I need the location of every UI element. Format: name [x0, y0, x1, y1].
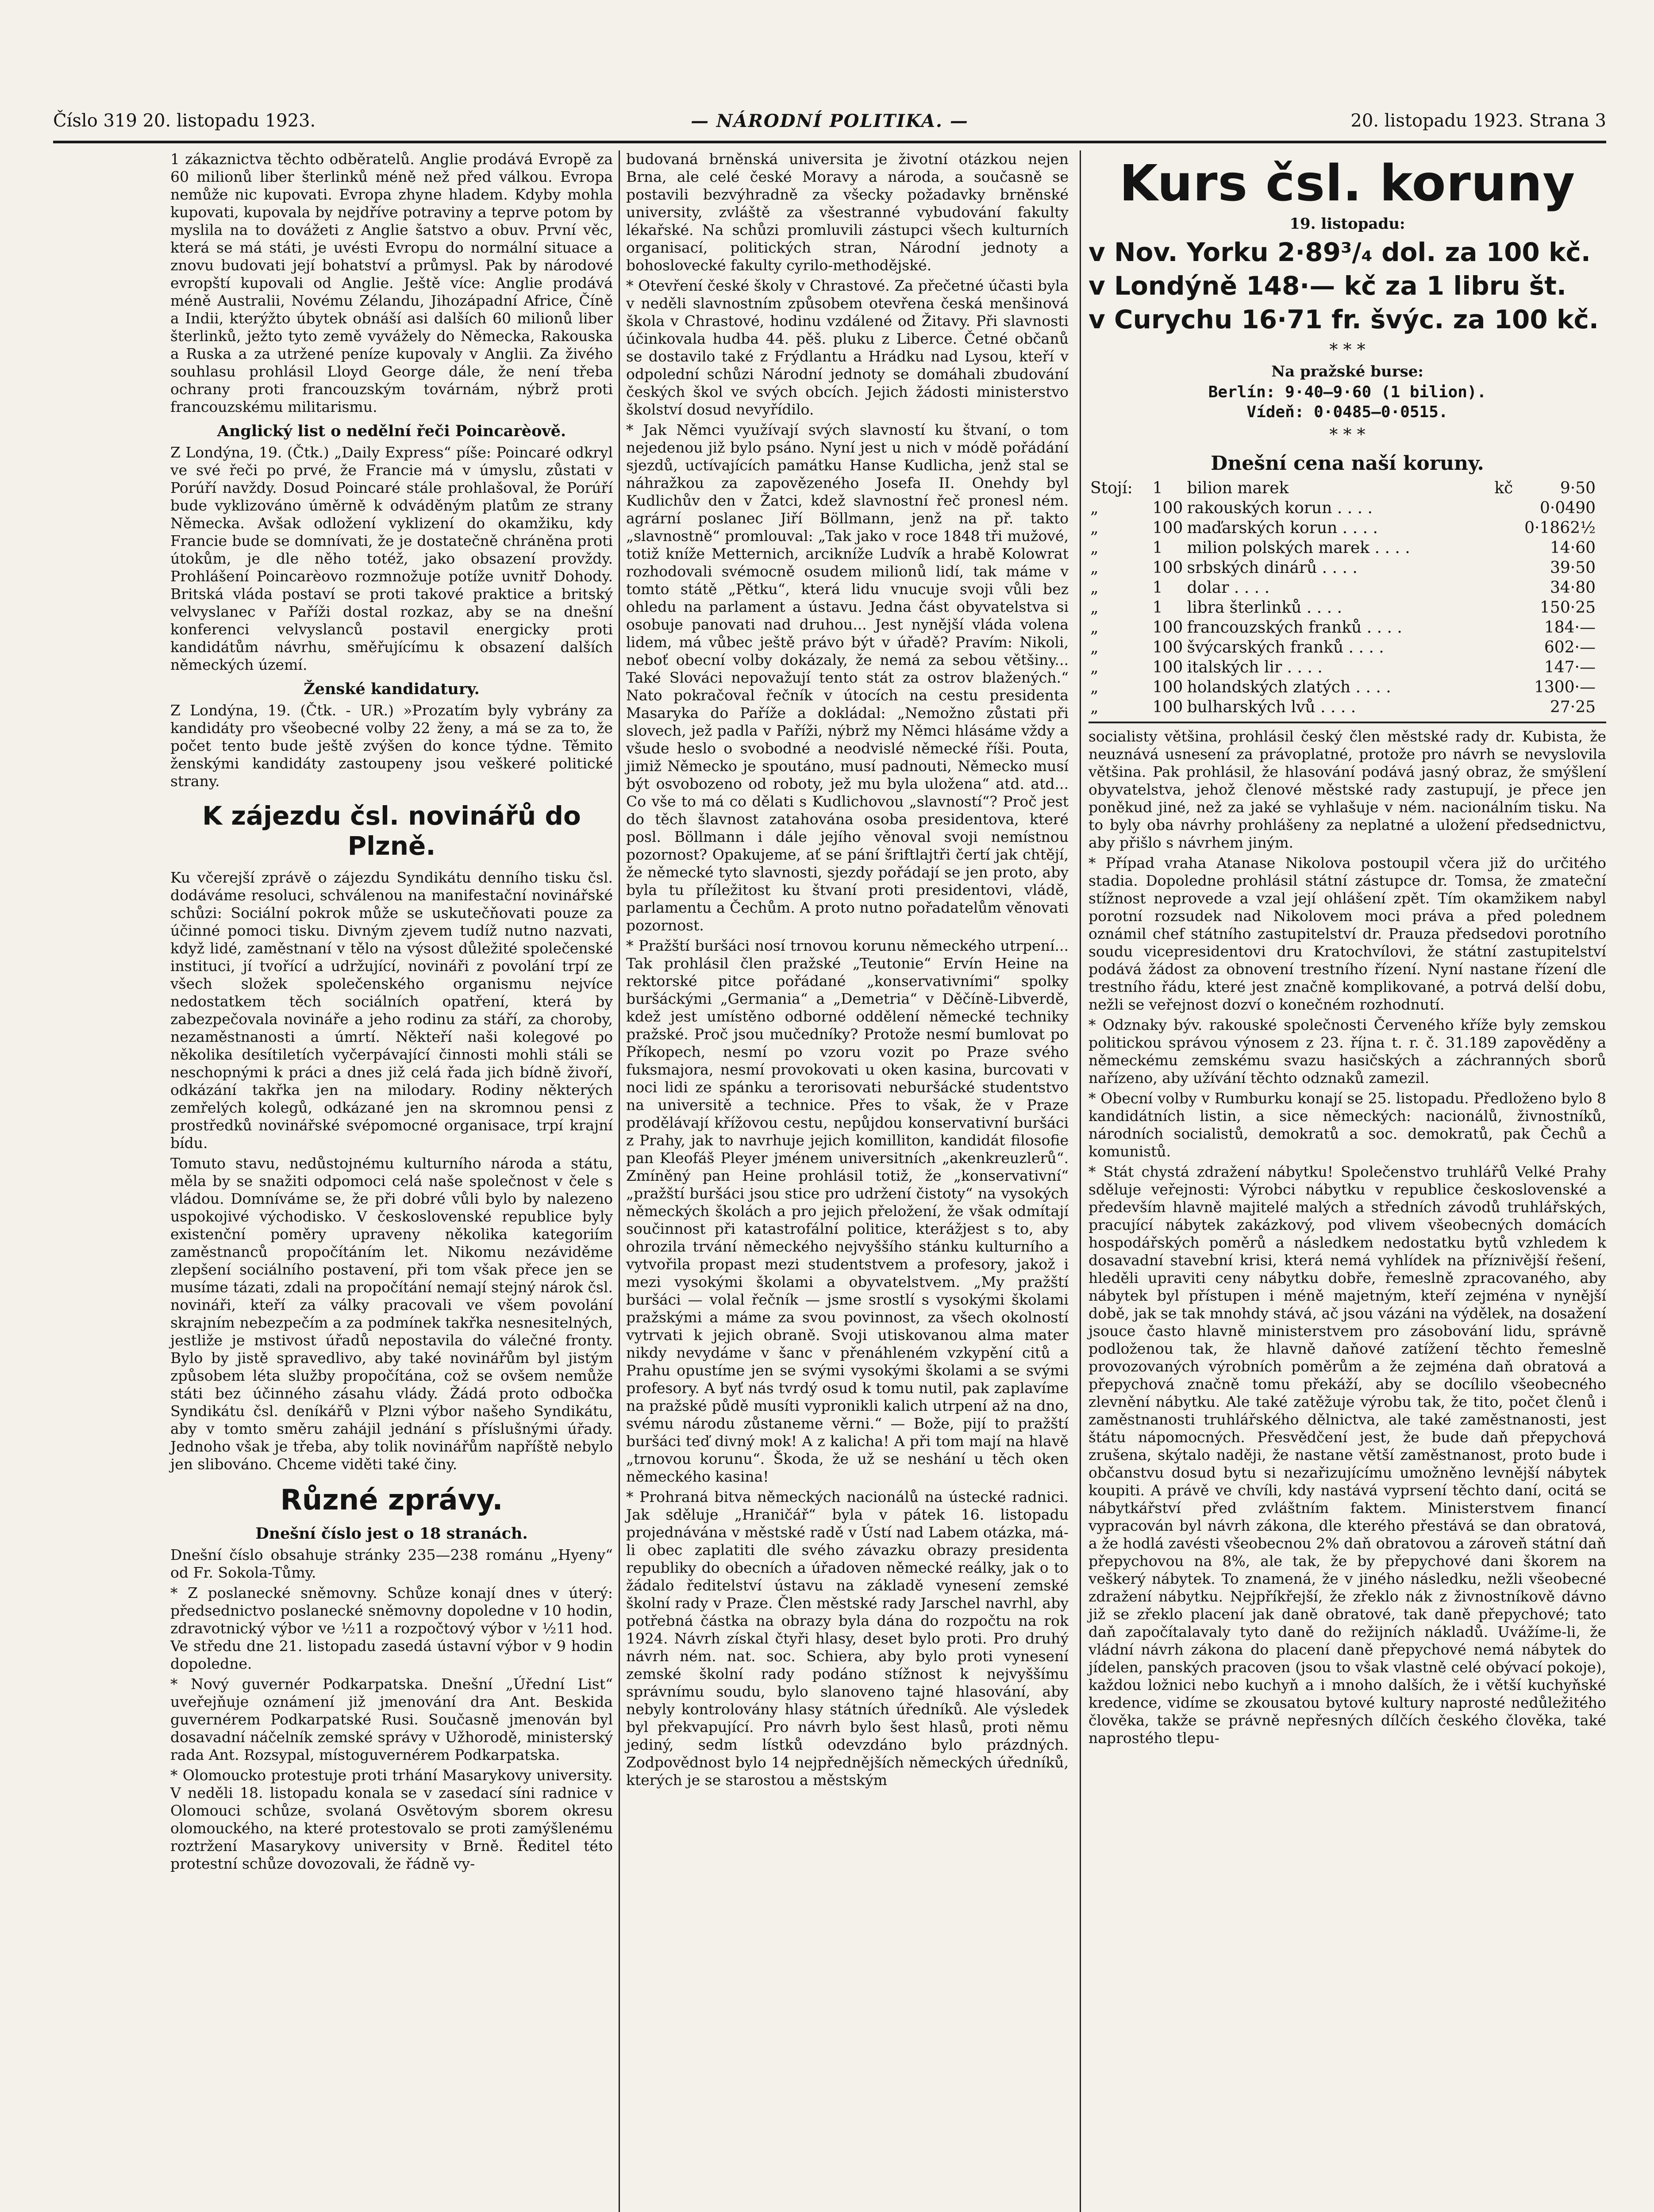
row-prefix: „ — [1090, 579, 1099, 597]
row-prefix: „ — [1090, 638, 1099, 657]
news-item: * Obecní volby v Rumburku konají se 25. listopadu. Předloženo bylo 8 kandidátních listin, a sice německých: nacionálů, živnostníků, národních socialistů, demokratů a soc. demokratů, pak Čechů a komunistů. — [1089, 1090, 1606, 1160]
currency-name: dolar . . . . — [1187, 579, 1270, 597]
row-prefix: „ — [1090, 499, 1099, 517]
currency-row — [1089, 558, 1597, 578]
today-price-heading: Dnešní cena naší koruny. — [1211, 452, 1484, 475]
quantity: 1 — [1152, 539, 1163, 557]
article-paragraph: Ku včerejší zprávě o zájezdu Syndikátu denního tisku čsl. dodáváme resoluci, schválenou na manifestační novinářské schůzi: Sociální pokrok může se uskutečňovati pouze za účinné pomoci tisku. Divným zjevem tudíž nutno nazvati, když lidé, zaměstnaní v tělo na výsost důležité společenské instituci, jí tvořící a udržující, novináři z povolání trpí ze všech složek společenského organismu nejvíce nedostatkem těch sociálních opatření, která by zabezpečovala novináře a jeho rodinu za stáří, za choroby, nezaměstnanosti a úmrtí. Někteří naši kolegové po několika desítiletích vyčerpávající činnosti mohli stáli se neschopnými k práci a dnes již celá řada jich bídně živoří, odkázání takřka jen na milodary. Rodiny některých zemřelých kolegů, odkázané jen na skromnou pensi z prostředků novinářské svépomocné organisace, trpí krajní bídu. — [170, 869, 613, 1152]
column-divider — [1080, 150, 1081, 2212]
price: 1300·— — [1534, 678, 1596, 696]
price: 150·25 — [1540, 599, 1596, 617]
currency-name: bulharských lvů . . . . — [1187, 698, 1356, 716]
article-paragraph: Z Londýna, 19. (Čtk. - UR.) »Prozatím byly vybrány za kandidáty pro všeobecné volby 22 ženy, a má se za to, že počet tento bude ještě zvýšen do konce týdne. Těmito ženskými kandidáty zastoupeny jsou veškeré politické strany. — [170, 702, 613, 790]
unit: kč — [1494, 479, 1513, 497]
quantity: 100 — [1152, 519, 1183, 537]
currency-name: srbských dinárů . . . . — [1187, 559, 1358, 577]
news-item: * Nový guvernér Podkarpatska. Dnešní „Úřední List“ uveřejňuje oznámení již jmenování dra Ant. Beskida guvernérem Podkarpatské Rusi. Současně jmenován byl dosavadní náčelník zemské správy v Užhorodě, ministerský rada Ant. Rozsypal, místoguvernérem Podkarpatska. — [170, 1675, 613, 1763]
article-paragraph: Z Londýna, 19. (Čtk.) „Daily Express“ píše: Poincaré odkryl ve své řeči po prvé, že Francie má v úmyslu, zůstati v Porúří navždy. Dosud Poincaré stále prohlašoval, že Porúří bude vyklizováno úměrně k odváděným platům ze strany Německa. Avšak odložení vyklizení do okamžiku, kdy Francie bude se domnívati, že je dostatečně chráněna proti útokům, je dle něho totéž, jako obsazení provždy. Prohlášení Poincarèovo rozmnožuje potíže uvnitř Dohody. Britská vláda postaví se proti takové praktice a britský velvyslanec v Paříži dostal rozkaz, aby se na dnešní konferenci velvyslanců postavil energicky proti kandidátům návrhu, směřujícímu k obsazení dalších německých území. — [170, 444, 613, 673]
currency-name: milion polských marek . . . . — [1187, 539, 1410, 557]
article-paragraph: socialisty většina, prohlásil český člen městské rady dr. Kubista, že neuznává usnesení za právoplatné, protože pro návrh se nevyslovila většina. Pak prohlásil, že hlasování podává jasný obraz, že smýšlení obyvatelstva, jehož členové městské rady zastupují, je přece jen poněkud jiné, než za jaké se vyhlašuje v ném. nacionálním tisku. Na to byly oba návrhy prohlášeny za neplatné a uložení předsednictvu, aby přišlo s návrhem jiným. — [1089, 728, 1606, 851]
quantity: 100 — [1152, 499, 1183, 517]
column-2 — [626, 150, 1069, 2212]
news-item: * Olomoucko protestuje proti trhání Masarykovy university. V neděli 18. listopadu konala se v zasedací síni radnice v Olomouci schůze, svolaná Osvětovým sborem okresu olomouckého, na které protestovalo se proti zamýšlenému roztržení Masarykovy university v Brně. Ředitel této protestní schůze dovozovali, že řádně vy- — [170, 1767, 613, 1872]
article-paragraph: Dnešní číslo obsahuje stránky 235—238 románu „Hyeny“ od Fr. Sokola-Tůmy. — [170, 1546, 613, 1581]
row-prefix: „ — [1090, 678, 1099, 696]
row-prefix: „ — [1090, 599, 1099, 617]
price: 147·— — [1544, 658, 1596, 676]
article-heading: Dnešní číslo jest o 18 stranách. — [255, 1525, 528, 1543]
unit — [1492, 598, 1523, 618]
rate-berlin: Berlín: 9·40—9·60 (1 bilion). — [1208, 383, 1487, 401]
news-item: * Případ vraha Atanase Nikolova postoupil včera již do určitého stadia. Dopoledne prohlásil státní zástupce dr. Tomsa, že zmateční stížnost neprovede a vzal její ohlášení zpět. Tím okamžikem nabyl porotní rozsudek nad Nikolovem moci práva a před polednem oznámil chef státního zastupitelství dr. Prauza předsedovi porotního soudu vicepresidentovi dru Kratochvílovi, že státní zastupitelství podává žádost za obnovení trestního řízení. Nyní nastane řízení dle trestního řádu, které jest značně komplikované, a potrvá delší dobu, nežli se veřejnost dozví o konečném rozhodnutí. — [1089, 854, 1606, 1013]
article-paragraph: budovaná brněnská universita je životní otázkou nejen Brna, ale celé české Moravy a národa, a současně se postavili bezvýhradně za všecky požadavky brněnské university, zvláště za všestranné vybudování fakulty lékařské. Na schůzi promluvili zástupci všech kulturních organisací, politických stran, Národní jednoty a bohoslovecké fakulty cyrilo-methodějské. — [626, 150, 1069, 274]
unit — [1492, 518, 1523, 538]
quantity: 100 — [1152, 678, 1183, 696]
currency-row — [1089, 478, 1597, 498]
row-prefix: „ — [1090, 698, 1099, 716]
currency-table — [1089, 478, 1597, 717]
exchange-rate-title: Kurs čsl. koruny — [1119, 155, 1576, 212]
row-prefix: „ — [1090, 658, 1099, 676]
row-prefix: „ — [1090, 519, 1099, 537]
article-heading: Anglický list o nedělní řeči Poincarèově. — [217, 422, 566, 440]
currency-row — [1089, 677, 1597, 697]
unit — [1492, 558, 1523, 578]
column-3 — [1089, 150, 1606, 2212]
unit — [1492, 498, 1523, 518]
price: 27·25 — [1550, 698, 1596, 716]
currency-name: rakouských korun . . . . — [1187, 499, 1373, 517]
currency-row — [1089, 578, 1597, 598]
currency-name: bilion marek — [1187, 479, 1289, 497]
price: 39·50 — [1550, 559, 1596, 577]
currency-row — [1089, 518, 1597, 538]
currency-row — [1089, 637, 1597, 657]
rate-london: v Londýně 148·— kč za 1 libru št. — [1089, 271, 1566, 301]
news-item: * Otevření české školy v Chrastové. Za přečetné účasti byla v neděli slavnostním způsobem otevřena česká menšinová škola v Chrastové, hodinu vzdálené od Žitavy. Při slavnosti účinkovala hudba 44. pěš. pluku z Liberce. Četné občanů se dostavilo také z Frýdlantu a Hrádku nad Lysou, kteří v odpolední schůzi Národní jednoty se domáhali zbudování českých škol ve svých obcích. Jejich žádosti ministerstvo školství dosud nevyřídilo. — [626, 277, 1069, 418]
unit — [1492, 637, 1523, 657]
unit — [1492, 538, 1523, 558]
quantity: 1 — [1152, 479, 1163, 497]
news-item: * Jak Němci využívají svých slavností ku štvaní, o tom nejedenou již bylo psáno. Nyní jest u nich v módě pořádání sjezdů, uctívajících památku Hanse Kudlicha, jenž stal se náhražkou za zapovězeného Josefa II. Onehdy byl Kudlichův den v Žatci, kdež slavnostní řeč pronesl ném. agrární poslanec Jiří Böllmann, jenž na př. takto „slavnostně“ promlouval: „Tak jako v roce 1848 tři mužové, totiž kníže Metternich, arcikníže Ludvík a hrabě Kolowrat rozhodovali svémocně osudem milionů lidí, tak máme v tomto státě „Pětku“, která lidu vnucuje svoji vůli bez ohledu na parlament a ústavu. Jedna část obyvatelstva si osobuje panovati nad druhou... Jest nynější vláda volena lidem, má vůbec ještě právo být v úřadě? Pravím: Nikoli, neboť obecní volby dokázaly, že nemá za sebou většiny... Také Slováci nepovažují tento stát za ostrov blažených.“ Nato pokračoval řečník v útocích na cestu presidenta Masaryka do Paříže a dokládal: „Nemožno zůstati při slovech, jež padla v Paříži, nýbrž my Němci hlásáme vždy a všude heslo o svobodné a neodvislé německé říši. Pouta, jimiž Německo je spoutáno, musí padnouti, Německo musí být osvobozeno od roboty, jež mu byla uložena“ atd. atd... Co vše to má co dělati s Kudlichovou „slavností“? Proč jest do těch šlavnost zatahována osoba presidentova, které posl. Böllmann i dále jejího věnoval svoji nemístnou pozornost? Opakujeme, ať se pání šriftlajtři čertí jak chtějí, že německé tyto slavnosti, sjezdy pořádají se jen proto, aby byla tu příležitost ku štvaní proti presidentovi, vládě, parlamentu a Čechům. A proto nutno pořadatelům věnovati pozornost. — [626, 421, 1069, 934]
article-heading: Ženské kandidatury. — [304, 680, 480, 698]
row-prefix: „ — [1090, 559, 1099, 577]
separator-stars: * * * — [1329, 340, 1366, 359]
price: 14·60 — [1550, 539, 1596, 557]
quantity: 100 — [1152, 698, 1183, 716]
date-page-number: 20. listopadu 1923. Strana 3 — [1350, 111, 1606, 131]
rate-vienna: Vídeň: 0·0485—0·0515. — [1246, 403, 1448, 421]
news-item: * Odznaky býv. rakouské společnosti Červeného kříže byly zemskou politickou správou výnosem z 23. října t. r. č. 31.189 zapověděny a německému zemskému svazu hasičských a záchranných sborů nařízeno, aby užívání těchto odznaků zamezil. — [1089, 1016, 1606, 1087]
row-prefix: „ — [1090, 618, 1099, 637]
unit — [1492, 657, 1523, 677]
currency-row — [1089, 538, 1597, 558]
section-heading: Různé zprávy. — [280, 1484, 503, 1517]
currency-row — [1089, 657, 1597, 677]
quantity: 100 — [1152, 638, 1183, 657]
article-paragraph: Tomuto stavu, nedůstojnému kulturního národa a státu, měla by se snažiti odpomoci celá naše společnost v čele s vládou. Domníváme se, že při dobré vůli bylo by nalezeno uspokojivé východisko. V československé republice byly existenční poměry upraveny několika kategoriím zaměstnanců propočítáním let. Nikomu nezáviděme zlepšení sociálního postavení, při tom však přece jen se musíme tázati, zdali na propočítání nemají stejný nárok čsl. novináři, kteří za války pracovali ve všem povolání skrajním nebezpečím a za podmínek takřka nesnesitelných, jestliže je mstivost úřadů nepostavila do válečné fronty. Bylo by jistě spravedlivo, aby také novinářům byl jistým způsobem léta služby propočítána, což se ovšem nemůže státi bez účinného zásahu vlády. Žádá proto odbočka Syndikátu čsl. deníkářů v Plzni výbor našeho Syndikátu, aby v tomto směru zahájil jednání s příslušnými úřady. Jednoho však je třeba, aby tolik novinářům napříště nebylo jen slibováno. Chceme viděti také činy. — [170, 1155, 613, 1473]
currency-name: francouzských franků . . . . — [1187, 618, 1402, 637]
separator-stars: * * * — [1329, 425, 1366, 444]
rate-zurich: v Curychu 16·71 fr. švýc. za 100 kč. — [1089, 304, 1599, 334]
masthead-title: — NÁRODNÍ POLITIKA. — — [691, 111, 969, 131]
news-item: * Pražští buršáci nosí trnovou korunu německého utrpení... Tak prohlásil člen pražské „Teutonie“ Ervín Heine na rektorské pitce pořádané „konservativními“ spolky buršáckými „Germania“ a „Demetria“ v Děčíně-Libverdě, kdež jest umístěno odborné oddělení německé techniky pražské. Proč jsou mučedníky? Protože nesmí bumlovat po Příkopech, nesmí po vzoru vozit po Praze svého fuksmajora, nesmí provokovati u oken kasina, burcovati v noci lidi ze spánku a terorisovati neburšácké studentstvo na universitě a technice. Přes to však, že v Praze prodělávají křížovou cestu, nepůjdou konservativní buršáci z Prahy, jak to navrhuje jejich komilliton, kandidát filosofie pan Kleofáš Pleyer jménem universitních „akenkreuzlerů“. Zmíněný pan Heine prohlásil totiž, že „konservativní“ „pražští buršáci jsou stice pro udržení čistoty“ na vysokých německých školách a pro jejich přeložení, že však odmítají součinnost při katastrofální politice, kterážjest s to, aby ohrozila trvání německého nejvyššího stánku kulturního a vytvořila propast mezi studentstvem a profesory, jakož i mezi vysokými školami a obyvatelstvem. „My pražští buršáci — volal řečník — jsme srostlí s vysokými školami pražskými a máme za svou povinnost, za všech okolností vytrvati k jejich obraně. Svoji utiskovanou alma mater nikdy nevydáme v šanc v přenáhleném vzkypění citů a Prahu opustíme jen se svými vysokými školami a se svými profesory. A byť nás tvrdý osud k tomu nutil, pak zaplavíme na pražské půdě musíti vypronikli kalich utrpení až na dno, svému národu zůstaneme věrni.“ — Bože, pijí to pražští buršáci teď divný mok! A z kalicha! A při tom mají na hlavě „trnovou korunu“. Škoda, že už se neshání u těch oken německého kasina! — [626, 937, 1069, 1485]
rate-new-york: v Nov. Yorku 2·89³/₄ dol. za 100 kč. — [1089, 237, 1591, 267]
news-item: * Prohraná bitva německých nacionálů na ústecké radnici. Jak sděluje „Hraničář“ byla v pátek 16. listopadu projednávána v městské radě v Ústí nad Labem otázka, má-li obec zaplatiti dle svého závazku obrazy presidenta republiky do obecních a úřadoven německé reálky, jak o to žádalo ředitelství ústavu na základě vynesení zemské školní rady v Praze. Člen městské rady Jarschel navrhl, aby potřebná částka na obrazy byla dána do rozpočtu na rok 1924. Návrh získal čtyři hlasy, deset bylo proti. Pro druhý návrh ném. nat. soc. Schiera, aby bylo proti vynesení zemské školní rady podáno stížnost k nejvyššímu správnímu soudu, bylo slanoveno tajné hlasování, aby nebyly kontrolovány hlasy státních úředníků. Ale výsledek byl překvapující. Pro návrh bylo šest hlasů, proti němu jediný, sedm lístků odevzdáno bylo prázdných. Zodpovědnost bylo 14 nejpřednějších německých úředníků, kterých je se starostou a městským — [626, 1488, 1069, 1789]
page-header — [53, 111, 1606, 137]
currency-row — [1089, 598, 1597, 618]
currency-name: italských lir . . . . — [1187, 658, 1323, 676]
prague-exchange-heading: Na pražské burse: — [1271, 363, 1423, 380]
column-divider — [619, 150, 620, 2212]
currency-row — [1089, 618, 1597, 637]
currency-name: maďarských korun . . . . — [1187, 519, 1378, 537]
currency-name: libra šterlinků . . . . — [1187, 599, 1342, 617]
column-1 — [170, 150, 613, 1872]
price: 0·0490 — [1540, 499, 1596, 517]
row-prefix: Stojí: — [1090, 479, 1133, 497]
price: 9·50 — [1560, 479, 1596, 497]
currency-row — [1089, 697, 1597, 717]
exchange-rate-date: 19. listopadu: — [1289, 215, 1405, 233]
price: 0·1862½ — [1524, 519, 1596, 537]
quantity: 1 — [1152, 579, 1163, 597]
news-item: * Stát chystá zdražení nábytku! Společenstvo truhlářů Velké Prahy sděluje veřejnosti: Výrobci nábytku v republice československé a především hlavně majitelé malých a středních závodů truhlářských, pracující nábytek zakázkový, pod vlivem všeobecných domácích hospodářských poměrů a následkem nedostatku bytů vzhledem k dosavadní stavební krisi, která nemá vyhlídek na příznivější řešení, hleděli upraviti ceny nábytku dobře, řemeslně zpracovaného, aby nábytek byl přístupen i méně majetným, kteří zejména v nynější době, jak se tak mnohdy stává, ač jsou vázáni na výdělek, na dosažení jsouce často hlavně ministerstvem pro zásobování lidu, správně podloženou tak, že hlavně daňové zatížení těchto řemeslně provozovaných výrobních poměrům a že zejména daň obratová a přepychová značně tomu překáží, aby se docílilo všeobecného zlevnění nábytku. Ale také zatěžuje výrobu tak, že tito, počet členů i zaměstnanosti truhlářského dělnictva, ale také zaměstnanosti, jest štátu nápomocných. Přesvědčení jest, že bude daň přepychová zrušena, skýtalo naději, že nastane větší zaměstnanost, proto bude i občanstvu dosud bytu si nezařizujícímu umožněno levnější nábytek koupiti. A právě ve chvíli, kdy nastává vyprsení těchto daní, ocitá se nábytkářství před zvláštním faktem. Ministerstvem financí vypracován byl návrh zákona, dle kterého přestává se dan obratová, a že hodlá zavésti všeobecnou 2% daň obratovou a zároveň státní daň přepychovou na 8%, ale tak, že by přepychové dani škorem na veškerý nábytek. To znamená, že v jiného následku, nežli všeobecné zdražení nábytku. Nejpříkřejší, že zřeklo nák z živnostníkově dávno již se zřeklo placení jak daně obratové, tak daně přepychové; tato daň započítalavaly tyto daně do režijních nákladů. Uvážíme-li, že vládní návrh zákona do placení daně přepychové nemá nábytek do jídelen, panských pracoven (jsou to však vlastně celé obývací pokoje), každou ložnici nebo kuchyň a i mnoho dalších, že i větší kuchyňské kredence, vidíme se zkousatou bytové kultury naprosté nedůležitého člověka, takže se právně nepřesných dílčích českého člověka, také naprostého tlepu- — [1089, 1163, 1606, 1747]
issue-number-date: Číslo 319 20. listopadu 1923. — [53, 111, 316, 131]
price: 602·— — [1544, 638, 1596, 657]
table-rule — [1089, 722, 1606, 723]
quantity: 1 — [1152, 599, 1163, 617]
price: 184·— — [1544, 618, 1596, 637]
news-item: * Z poslanecké sněmovny. Schůze konají dnes v úterý: předsednictvo poslanecké sněmovny dopoledne v 10 hodin, zdravotnický výbor ve ½11 a rozpočtový výbor v ½11 hod. Ve středu dne 21. listopadu zasedá ústavní výbor v 9 hodin dopoledne. — [170, 1584, 613, 1672]
section-heading: K zájezdu čsl. novinářů do Plzně. — [202, 801, 581, 861]
quantity: 100 — [1152, 618, 1183, 637]
unit — [1492, 578, 1523, 598]
unit — [1492, 618, 1523, 637]
row-prefix: „ — [1090, 539, 1099, 557]
unit — [1492, 677, 1523, 697]
currency-name: holandských zlatých . . . . — [1187, 678, 1391, 696]
price: 34·80 — [1550, 579, 1596, 597]
header-rule — [53, 141, 1606, 143]
quantity: 100 — [1152, 559, 1183, 577]
quantity: 100 — [1152, 658, 1183, 676]
currency-row — [1089, 498, 1597, 518]
unit — [1492, 697, 1523, 717]
article-paragraph: 1 zákaznictva těchto odběratelů. Anglie prodává Evropě za 60 milionů liber šterlinků méně než před válkou. Evropa nemůže nic kupovati. Evropa zhyne hladem. Kdyby mohla kupovati, kupovala by nejdříve potraviny a teprve potom by myslila na to dovážeti z Anglie šatstvo a obuv. První věc, která se má státi, je uvésti Evropu do normální situace a znovu budovati její bohatství a průmysl. Pak by národové evropští kupovali od Anglie. Ještě více: Anglie prodává méně Australii, Novému Zélandu, Jihozápadní Africe, Číně a Indii, kterýžto úbytek obnáší asi dalších 60 milionů liber šterlinků, ježto tyto země vyvážely do Německa, Rakouska a Ruska a za utržené peníze kupovaly v Anglii. Za živého souhlasu prohlásil Lloyd George dále, že není třeba ochrany proti francouzským továrnám, nýbrž proti francouzskému militarismu. — [170, 150, 613, 415]
currency-name: švýcarských franků . . . . — [1187, 638, 1384, 657]
